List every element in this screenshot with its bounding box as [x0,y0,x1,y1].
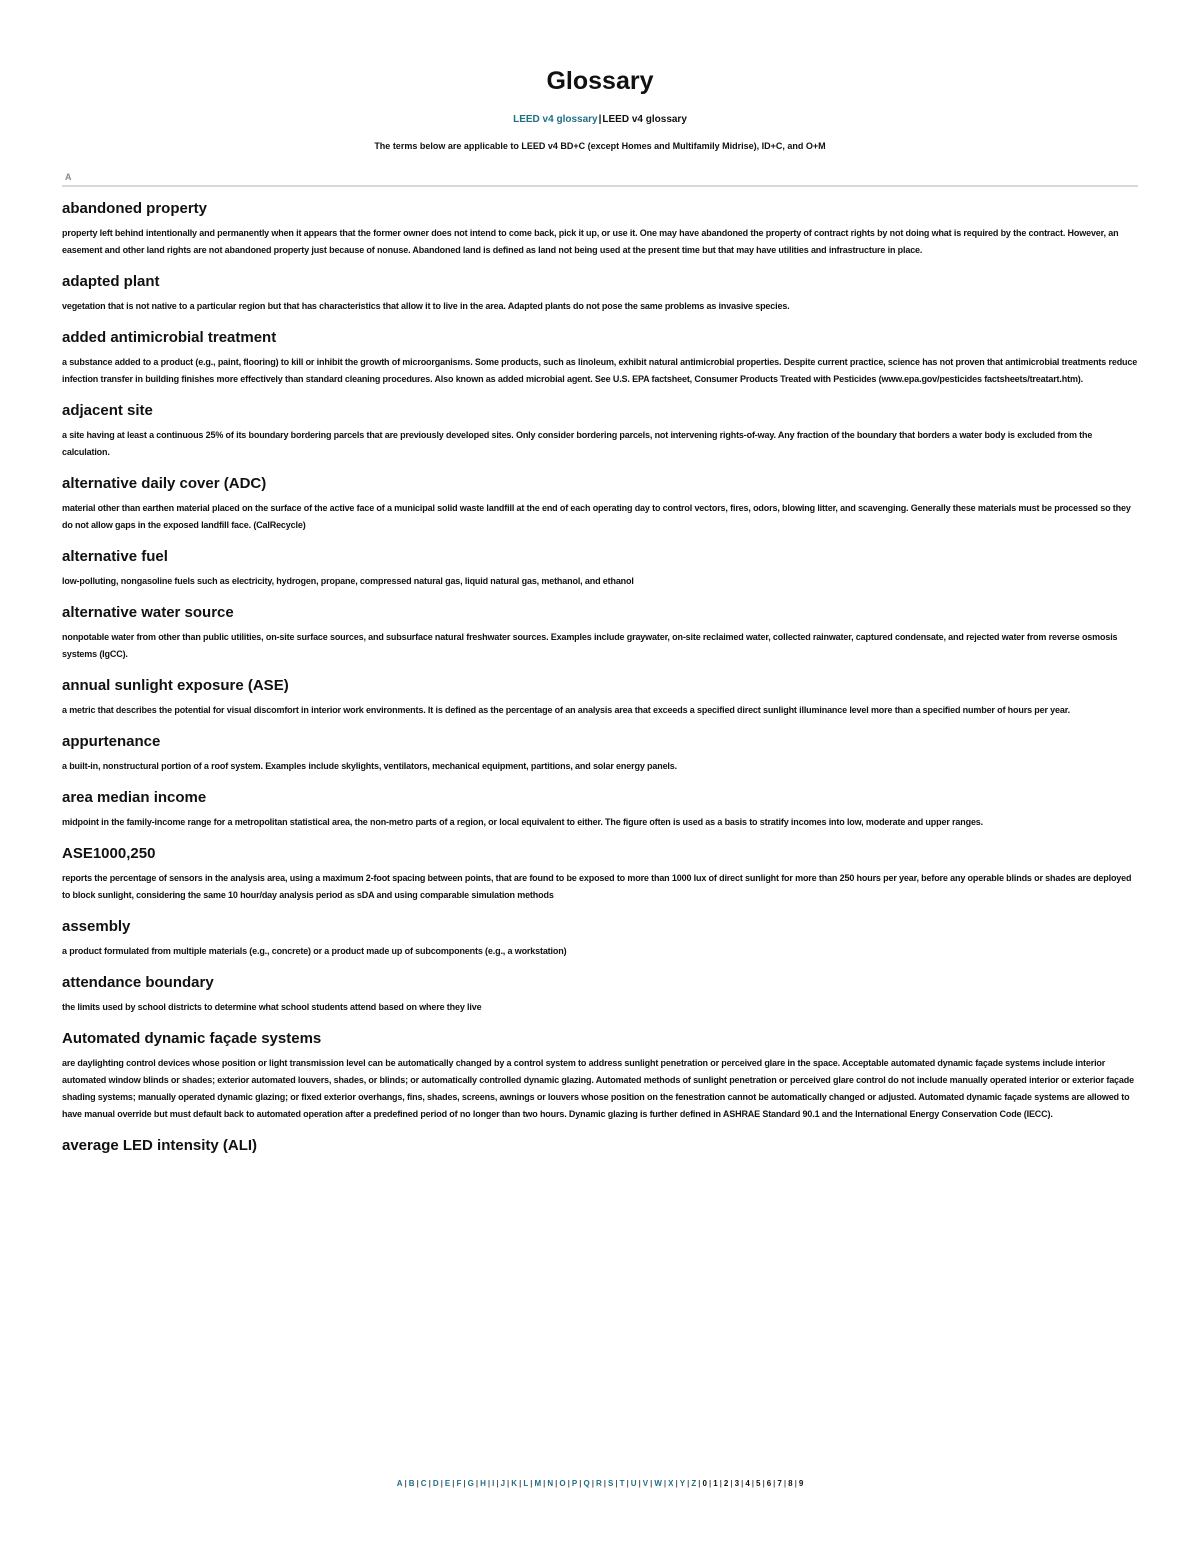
glossary-definition: a product formulated from multiple materials (e.g., concrete) or a product made up of subcomponents (e.g., a workstation) [62,946,567,956]
alpha-nav-separator: | [751,1479,755,1488]
glossary-definition: are daylighting control devices whose position or light transmission level can be automatically changed by a control system to address sunlight penetration or perceived glare in the space. Acceptable automated dynamic façade systems include interior automated window blinds or shades; exterior automated louvers, shades, or blinds; or automatically controlled dynamic glazing. Automated methods of sunlight penetration or perceived glare control do not include manually operated interior or exterior façade shading systems; manually operated dynamic glazing; or fixed exterior overhangs, fins, shades, screens, awnings or louvers whose position on the fenestration cannot be automatically changed or adjusted. Automated dynamic façade systems are allowed to have manual override but must default back to automated operation after a predefined period of no longer than two hours. Dynamic glazing is further defined in ASHRAE Standard 90.1 and the International Energy Conservation Code (IECC). [62,1058,1134,1119]
glossary-page [62,0,1138,1169]
section-rule [62,185,1138,187]
alpha-nav-separator: | [567,1479,570,1488]
alpha-nav-separator: | [579,1479,582,1488]
glossary-term: adjacent site [62,402,153,419]
glossary-entry [62,917,1138,960]
glossary-term: assembly [62,918,131,935]
alpha-nav-t[interactable]: T [619,1479,625,1488]
alpha-nav-separator: | [708,1479,712,1488]
alpha-nav-h[interactable]: H [480,1479,486,1488]
page-title: Glossary [546,67,654,95]
alpha-nav-separator: | [762,1479,765,1488]
alpha-nav-4[interactable]: 4 [745,1479,750,1488]
alpha-nav-separator: | [452,1479,455,1488]
alphabet-navigation [0,1478,1200,1490]
alpha-nav-separator: | [404,1479,407,1488]
alpha-nav-g[interactable]: G [467,1479,474,1488]
alpha-nav-separator: | [555,1479,558,1488]
alpha-nav-v[interactable]: V [642,1479,649,1488]
alpha-nav-separator: | [719,1479,722,1488]
alpha-nav-separator: | [794,1479,797,1488]
alpha-nav-0[interactable]: 0 [702,1479,707,1488]
glossary-definition: midpoint in the family-income range for a metropolitan statistical area, the non-metro parts of a region, or local equivalent to either. The figure often is used as a basis to stratify incomes into low, moderate and upper ranges. [62,817,984,827]
alpha-nav-l[interactable]: L [523,1479,529,1488]
version-links [62,113,1138,127]
glossary-definition: a metric that describes the potential for visual discomfort in interior work environments. It is defined as the percentage of an analysis area that exceeds a specified direct sunlight illuminance level more than a specified number of hours per year. [62,705,1070,715]
alpha-nav-d[interactable]: D [432,1479,439,1488]
glossary-definition: a built-in, nonstructural portion of a roof system. Examples include skylights, ventilators, mechanical equipment, partitions, and solar energy panels. [62,761,677,771]
intro-text: The terms below are applicable to LEED v4 BD+C (except Homes and Multifamily Midrise), ID+C, and O+M [374,141,826,151]
alpha-nav-x[interactable]: X [668,1479,674,1488]
alpha-nav-w[interactable]: W [654,1479,662,1488]
glossary-entry [62,788,1138,831]
glossary-term: area median income [62,789,207,806]
alpha-nav-separator: | [475,1479,479,1488]
alpha-nav-separator: | [530,1479,533,1488]
alpha-nav-separator: | [773,1479,776,1488]
glossary-term: alternative water source [62,604,234,621]
glossary-entry [62,401,1138,461]
alpha-nav-separator: | [496,1479,499,1488]
alpha-nav-3[interactable]: 3 [734,1479,740,1488]
alpha-nav-y[interactable]: Y [679,1479,686,1488]
alpha-nav-q[interactable]: Q [583,1479,590,1488]
glossary-definition: a substance added to a product (e.g., paint, flooring) to kill or inhibit the growth of microorganisms. Some products, such as linoleum, exhibit natural antimicrobial properties. Despite current practice, science has not proven that antimicrobial treatments reduce infection transfer in building finishes more effectively than standard cleaning procedures. Also known as added microbial agent. See U.S. EPA factsheet, Consumer Products Treated with Pesticides (www.epa.gov/pesticides factsheets/treatart.htm). [62,357,1138,384]
alpha-nav-u[interactable]: U [630,1479,637,1488]
alpha-nav-separator: | [428,1479,431,1488]
alpha-nav-separator: | [663,1479,667,1488]
glossary-entry [62,603,1138,663]
alpha-nav-n[interactable]: N [547,1479,554,1488]
glossary-entry [62,844,1138,904]
alpha-nav-separator: | [638,1479,641,1488]
glossary-term: alternative daily cover (ADC) [62,475,267,492]
alpha-nav-r[interactable]: R [595,1479,602,1488]
alpha-nav-separator: | [626,1479,629,1488]
glossary-term: average LED intensity (ALI) [62,1137,258,1154]
alpha-nav-j[interactable]: J [500,1479,506,1488]
glossary-entry [62,1029,1138,1123]
glossary-entry [62,328,1138,388]
glossary-entry [62,547,1138,590]
alpha-nav-separator: | [741,1479,744,1488]
glossary-entry [62,474,1138,534]
alpha-nav-1[interactable]: 1 [713,1479,718,1488]
glossary-definition: property left behind intentionally and permanently when it appears that the former owner does not intend to come back, pick it up, or use it. One may have abandoned the property of contract rights by not doing what is required by the contract. However, an easement and other land rights are not abandoned property just because of nonuse. Abandoned land is defined as land not being used at the present time but that may have utilities and infrastructure in place. [62,228,1119,255]
alpha-nav-separator: | [650,1479,653,1488]
alpha-nav-k[interactable]: K [511,1479,518,1488]
alpha-nav-i[interactable]: I [492,1479,495,1488]
section-divider [62,171,1138,187]
alpha-nav-separator: | [615,1479,618,1488]
alpha-nav-o[interactable]: O [559,1479,566,1488]
alpha-nav-separator: | [730,1479,733,1488]
glossary-term: alternative fuel [62,548,168,565]
alpha-nav-separator: | [543,1479,546,1488]
alpha-nav-separator: | [507,1479,510,1488]
glossary-entry [62,973,1138,1016]
alpha-nav-e[interactable]: E [444,1479,451,1488]
alpha-nav-f[interactable]: F [456,1479,462,1488]
alpha-nav-separator: | [783,1479,787,1488]
alpha-nav-separator: | [487,1479,491,1488]
leed-v4-glossary-link-current[interactable]: LEED v4 glossary [513,114,598,125]
alpha-nav-separator: | [675,1479,678,1488]
alpha-nav-a[interactable]: A [396,1479,403,1488]
alpha-nav-6[interactable]: 6 [766,1479,772,1488]
glossary-definition: vegetation that is not native to a particular region but that has characteristics that allow it to live in the area. Adapted plants do not pose the same problems as invasive species. [62,301,790,311]
alpha-nav-5[interactable]: 5 [756,1479,761,1488]
glossary-entry [62,272,1138,315]
glossary-definition: a site having at least a continuous 25% of its boundary bordering parcels that are previously developed sites. Only consider bordering parcels, not intervening rights-of-way. Any fraction of the boundary that borders a water body is excluded from the calculation. [62,430,1093,457]
glossary-entry [62,199,1138,259]
alpha-nav-7[interactable]: 7 [777,1479,782,1488]
alpha-nav-separator: | [698,1479,701,1488]
alpha-nav-separator: | [519,1479,522,1488]
glossary-term: annual sunlight exposure (ASE) [62,677,289,694]
alpha-nav-8[interactable]: 8 [788,1479,793,1488]
glossary-term: abandoned property [62,200,208,217]
glossary-definition: material other than earthen material placed on the surface of the active face of a municipal solid waste landfill at the end of each operating day to control vectors, fires, odors, blowing litter, and scavenging. Generally these materials must be processed so they do not allow gaps in the exposed landfill face. (CalRecycle) [62,503,1131,530]
glossary-term: appurtenance [62,733,161,750]
leed-v4-glossary-link-other[interactable]: LEED v4 glossary [602,114,687,125]
link-separator: | [598,114,602,125]
glossary-definition: low-polluting, nongasoline fuels such as electricity, hydrogen, propane, compressed natural gas, liquid natural gas, methanol, and ethanol [62,576,634,586]
glossary-entry [62,732,1138,775]
alpha-nav-s[interactable]: S [608,1479,614,1488]
glossary-term: adapted plant [62,273,160,290]
alpha-nav-p[interactable]: P [571,1479,578,1488]
glossary-definition: the limits used by school districts to determine what school students attend based on where they live [62,1002,482,1012]
section-letter: A [65,172,72,182]
alpha-nav-separator: | [440,1479,443,1488]
glossary-term: ASE1000,250 [62,845,156,862]
alpha-nav-c[interactable]: C [420,1479,427,1488]
alpha-nav-separator: | [687,1479,690,1488]
glossary-term: added antimicrobial treatment [62,329,277,346]
glossary-term: attendance boundary [62,974,214,991]
alpha-nav-9[interactable]: 9 [798,1479,804,1488]
glossary-entry [62,1136,1138,1156]
glossary-entries [62,199,1138,1156]
alpha-nav-2[interactable]: 2 [723,1479,729,1488]
glossary-definition: reports the percentage of sensors in the analysis area, using a maximum 2-foot spacing between points, that are found to be exposed to more than 1000 lux of direct sunlight for more than 250 hours per year, before any operable blinds or shades are deployed to block sunlight, considering the same 10 hour/day analysis period as sDA and using comparable simulation methods [62,873,1132,900]
alpha-nav-b[interactable]: B [408,1479,415,1488]
glossary-definition: nonpotable water from other than public utilities, on-site surface sources, and subsurface natural freshwater sources. Examples include graywater, on-site reclaimed water, collected rainwater, captured condensate, and rejected water from reverse osmosis systems (IgCC). [62,632,1118,659]
alpha-nav-m[interactable]: M [534,1479,542,1488]
alpha-nav-z[interactable]: Z [691,1479,697,1488]
alpha-nav-separator: | [463,1479,466,1488]
alpha-nav-separator: | [603,1479,606,1488]
glossary-term: Automated dynamic façade systems [62,1030,322,1047]
alpha-nav-separator: | [591,1479,594,1488]
glossary-entry [62,676,1138,719]
alpha-nav-separator: | [416,1479,419,1488]
